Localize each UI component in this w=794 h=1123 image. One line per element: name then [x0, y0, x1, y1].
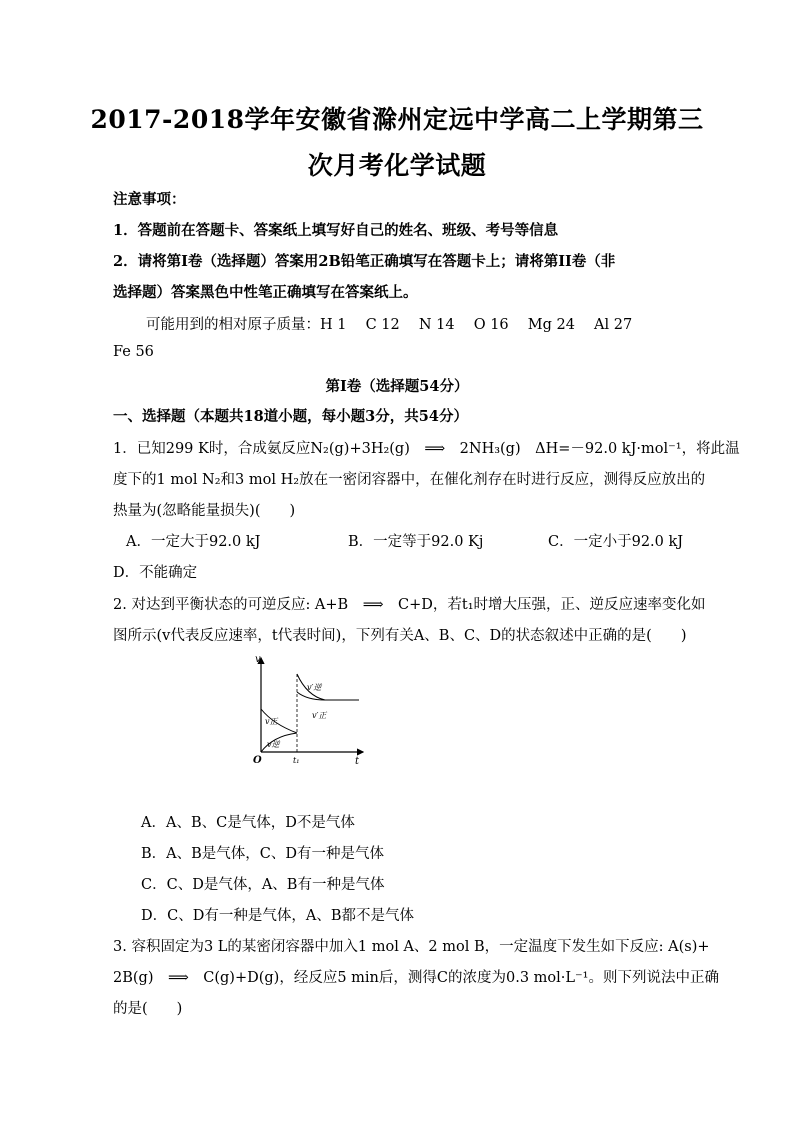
q3-line1: 3. 容积固定为3 L的某密闭容器中加入1 mol A、2 mol B，一定温度下发生如下反应: A(s)+ — [113, 939, 710, 955]
graph-t1-label: t₁ — [293, 756, 300, 765]
q2-option-c[interactable]: C．C、D是气体，A、B有一种是气体 — [141, 877, 385, 893]
label-v-ni: v逆 — [267, 740, 280, 749]
q2-line2: 图所示(v代表反应速率，t代表时间)，下列有关A、B、C、D的状态叙述中正确的是( ) — [113, 628, 687, 644]
graph-origin-label: O — [253, 755, 262, 766]
graph-x-label: t — [355, 756, 360, 767]
q3-line2: 2B(g) ⟹ C(g)+D(g)，经反应5 min后，测得C的浓度为0.3 mol·L⁻¹。则下列说法中正确 — [113, 970, 719, 986]
atomic-masses-cont: Fe 56 — [113, 344, 154, 360]
rate-time-graph — [245, 652, 370, 767]
q2-option-a[interactable]: A．A、B、C是气体，D不是气体 — [141, 815, 355, 831]
q2-option-b[interactable]: B．A、B是气体，C、D有一种是气体 — [141, 846, 385, 862]
q1-line3: 热量为(忽略能量损失)( ) — [113, 503, 296, 519]
q2-option-d[interactable]: D．C、D有一种是气体，A、B都不是气体 — [141, 908, 414, 924]
section-heading: 一、选择题（本题共18道小题，每小题3分，共54分） — [113, 408, 468, 425]
note-item-1: 1．答题前在答题卡、答案纸上填写好自己的姓名、班级、考号等信息 — [113, 222, 559, 239]
graph-y-label: v — [255, 654, 261, 665]
atomic-masses: 可能用到的相对原子质量：H 1 C 12 N 14 O 16 Mg 24 Al 27 — [146, 317, 633, 333]
label-v-ni-prime: v′逆 — [307, 683, 322, 692]
q1-line2: 度下的1 mol N₂和3 mol H₂放在一密闭容器中，在催化剂存在时进行反应，测得反应放出的 — [113, 472, 706, 488]
q1-option-d[interactable]: D．不能确定 — [113, 565, 198, 581]
q1-option-b[interactable]: B．一定等于92.0 Kj — [348, 534, 484, 550]
exam-title-line2: 次月考化学试题 — [307, 151, 487, 180]
note-item-2a: 2．请将第I卷（选择题）答案用2B铅笔正确填写在答题卡上；请将第II卷（非 — [113, 253, 616, 270]
notes-heading: 注意事项： — [113, 191, 186, 208]
label-v-zheng-prime: v′正 — [312, 711, 327, 720]
q3-line3: 的是( ) — [113, 1001, 183, 1017]
volume-heading: 第I卷（选择题54分） — [325, 378, 469, 395]
label-v-zheng: v正 — [265, 717, 278, 726]
q1-line1: 1．已知299 K时，合成氨反应N₂(g)+3H₂(g) ⟹ 2NH₃(g) ΔH=－92.0 kJ·mol⁻¹，将此温 — [113, 441, 740, 457]
note-item-2b: 选择题）答案黑色中性笔正确填写在答案纸上。 — [113, 284, 418, 301]
q2-line1: 2. 对达到平衡状态的可逆反应: A+B ⟹ C+D，若t₁时增大压强，正、逆反应速率变化如 — [113, 597, 706, 613]
exam-title-line1: 2017-2018学年安徽省滁州定远中学高二上学期第三 — [90, 105, 704, 134]
q1-option-a[interactable]: A．一定大于92.0 kJ — [126, 534, 261, 550]
q1-option-c[interactable]: C．一定小于92.0 kJ — [548, 534, 684, 550]
